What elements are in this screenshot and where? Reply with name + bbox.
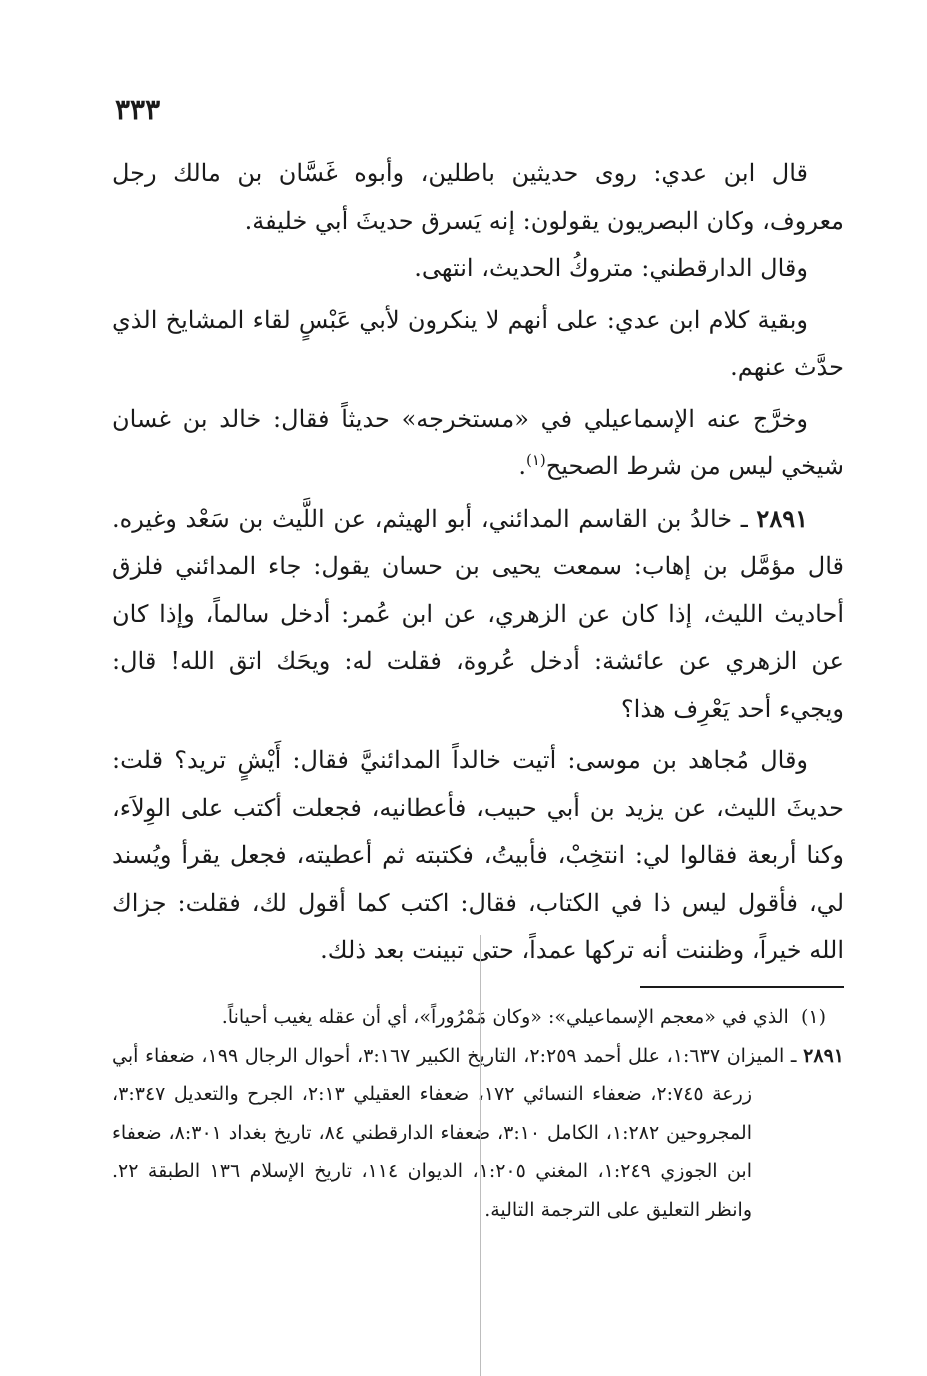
footnote-sources bbox=[112, 1037, 844, 1230]
paragraph-ismaili bbox=[112, 396, 844, 491]
scan-crease-line bbox=[480, 935, 481, 1376]
paragraph-daraqutni: وقال الدارقطني: متروكُ الحديث، انتهى. bbox=[414, 254, 808, 282]
entry-2891 bbox=[112, 495, 844, 734]
paragraph-mujahid: وقال مُجاهد بن موسى: أتيت خالداً المدائنيَّ فقال: أَيْشٍ تريد؟ قلت: حديثَ الليث، عن يزيد بن أبي حبيب، فأعطانيه، فجعلت أكتب على الوِلاَء، وكنا أربعة فقالوا لي: انتخِبْ، فأبيتُ، فكتبته ثم أعطيته، فجعل يقرأ ويُسند لي، فأقول ليس ذا في الكتاب، فقال: اكتب كما أقول لك، فقلت: جزاك الله خيراً، وظننت أنه تركها عمداً، حتى تبينت بعد ذلك. bbox=[112, 746, 844, 964]
paragraph-ismaili-text: وخرَّج عنه الإسماعيلي في «مستخرجه» حديثاً فقال: خالد بن غسان شيخي ليس من شرط الصحيح bbox=[112, 404, 844, 480]
entry-text: ـ خالدُ بن القاسم المدائني، أبو الهيثم، عن اللَّيث بن سَعْد وغيره. قال مؤمَّل بن إهاب: سمعت يحيى بن حسان يقول: جاء المدائني فلزق أحاديث الليث، إذا كان عن الزهري، عن ابن عُمر: أدخل سالماً، وإذا كان عن الزهري عن عائشة: أدخل عُروة، فقلت له: ويحَك اتق الله! قال: ويجيء أحد يَعْرِف هذا؟ bbox=[112, 504, 844, 723]
entry-number: ٢٨٩١ bbox=[756, 503, 808, 533]
paragraph-ismaili-end: . bbox=[518, 452, 526, 480]
footnote-sources-text: ـ الميزان ١:٦٣٧، علل أحمد ٢:٢٥٩، التاريخ الكبير ٣:١٦٧، أحوال الرجال ١٩٩، ضعفاء أبي زرعة ٢:٧٤٥، ضعفاء النسائي ١٧٢، ضعفاء العقيلي ٢:١٣، الجرح والتعديل ٣:٣٤٧، المجروحين ١:٢٨٢، الكامل ٣:١٠، ضعفاء الدارقطني ٨٤، تاريخ بغداد ٨:٣٠١، ضعفاء ابن الجوزي ١:٢٤٩، المغني ١:٢٠٥، الديوان ١١٤، تاريخ الإسلام ١٣٦ الطبقة ٢٢. وانظر التعليق على الترجمة التالية. bbox=[112, 1044, 797, 1221]
footnote-1-text: الذي في «معجم الإسماعيلي»: «وكان مَمْرُوراً»، أي أن عقله يغيب أحياناً. bbox=[221, 1006, 789, 1028]
paragraph-ibn-adi-remainder: وبقية كلام ابن عدي: على أنهم لا ينكرون لأبي عَبْسٍ لقاء المشايخ الذي حدَّث عنهم. bbox=[112, 305, 844, 381]
footnote-1-marker: (١) bbox=[800, 1006, 826, 1028]
footnote-sources-number: ٢٨٩١ bbox=[803, 1044, 844, 1067]
paragraph-ibn-adi: قال ابن عدي: روى حديثين باطلين، وأبوه غَسَّان بن مالك رجل معروف، وكان البصريون يقولون: إنه يَسرق حديثَ أبي خليفة. bbox=[112, 159, 844, 235]
footnote-reference[interactable]: (١) bbox=[526, 451, 546, 469]
footnote-separator bbox=[640, 986, 844, 988]
main-text bbox=[112, 150, 844, 975]
footnote-1 bbox=[112, 998, 844, 1037]
page-number: ٣٣٣ bbox=[115, 93, 161, 126]
footnotes bbox=[112, 998, 844, 1229]
